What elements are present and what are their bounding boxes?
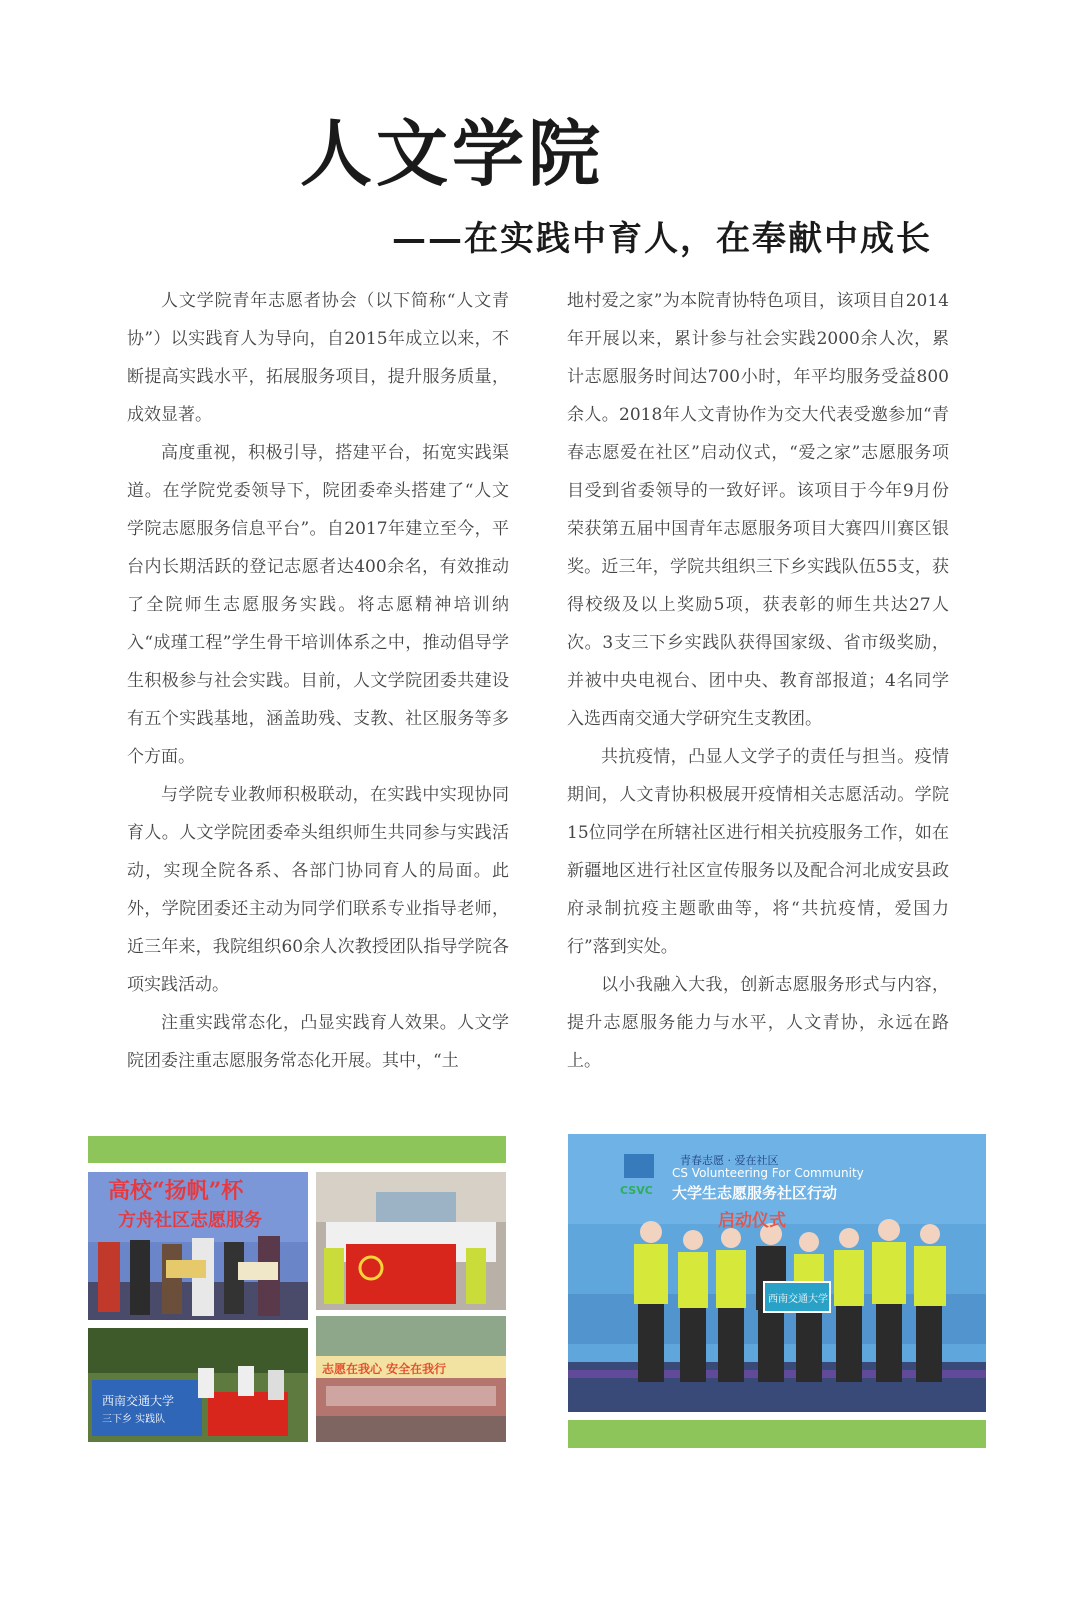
paragraph: 人文学院青年志愿者协会（以下简称“人文青协”）以实践育人为导向，自2015年成立以来，不断提高实践水平，拓展服务项目，提升服务质量，成效显著。 (127, 291, 509, 425)
page-subtitle: ——在实践中育人，在奉献中成长 (392, 219, 932, 259)
page-title: 人文学院 (300, 111, 605, 196)
photo-launch-ceremony (568, 1134, 986, 1412)
paragraph: 注重实践常态化，凸显实践育人效果。人文学院团委注重志愿服务常态化开展。其中，“土 (127, 1013, 509, 1071)
article-left-column (127, 282, 509, 1080)
photo-bottom-bar (568, 1420, 986, 1448)
photo-outdoor-flag (88, 1328, 308, 1442)
article-right-column (567, 282, 949, 1080)
event-ceremony-title: 启动仪式 (718, 1211, 786, 1231)
csvc-logo: CSVC (620, 1184, 653, 1197)
event-english-title: CS Volunteering For Community (672, 1166, 864, 1180)
group-banner-text: 志愿在我心 安全在我行 (322, 1362, 447, 1376)
paragraph: 地村爱之家”为本院青协特色项目，该项目自2014年开展以来，累计参与社会实践2000余人次，累计志愿服务时间达700小时，年平均服务受益800余人。2018年人文青协作为交大代表受邀参加“青春志愿爱在社区”启动仪式，“爱之家”志愿服务项目受到省委领导的一致好评。该项目于今年9月份荣获第五届中国青年志愿服务项目大赛四川赛区银奖。近三年，学院共组织三下乡实践队伍55支，获得校级及以上奖励5项，获表彰的师生共达27人次。3支三下乡实践队获得国家级、省市级奖励，并被中央电视台、团中央、教育部报道；4名同学入选西南交通大学研究生支教团。 (567, 291, 949, 729)
collage-top-bar (88, 1136, 506, 1163)
event-chinese-title: 大学生志愿服务社区行动 (672, 1184, 838, 1202)
photo-stage-award (88, 1172, 308, 1320)
banner-text-mid: 方舟社区志愿服务 (118, 1210, 262, 1231)
blue-flag-subtext: 三下乡 实践队 (102, 1414, 166, 1425)
paragraph: 共抗疫情，凸显人文学子的责任与担当。疫情期间，人文青协积极展开疫情相关志愿活动。学院15位同学在所辖社区进行相关抗疫服务工作，如在新疆地区进行社区宣传服务以及配合河北成安县政府录制抗疫主题歌曲等，将“共抗疫情，爱国力行”落到实处。 (567, 747, 949, 957)
photo-group-banner (316, 1316, 506, 1442)
photo-collage (88, 1172, 506, 1442)
paragraph: 与学院专业教师积极联动，在实践中实现协同育人。人文学院团委牵头组织师生共同参与实践活动，实现全院各系、各部门协同育人的局面。此外，学院团委还主动为同学们联系专业指导老师，近三年来，我院组织60余人次教授团队指导学院各项实践活动。 (127, 785, 509, 995)
event-slogan: 青春志愿 · 爱在社区 (680, 1154, 779, 1167)
banner-text-top: 高校“扬帆”杯 (108, 1178, 244, 1204)
paragraph: 以小我融入大我，创新志愿服务形式与内容，提升志愿服务能力与水平，人文青协，永远在路上。 (567, 975, 949, 1071)
photo-party-flag (316, 1172, 506, 1310)
blue-flag-text: 西南交通大学 (102, 1394, 175, 1408)
school-sign: 西南交通大学 (768, 1294, 828, 1305)
paragraph: 高度重视，积极引导，搭建平台，拓宽实践渠道。在学院党委领导下，院团委牵头搭建了“人文学院志愿服务信息平台”。自2017年建立至今，平台内长期活跃的登记志愿者达400余名，有效推动了全院师生志愿服务实践。将志愿精神培训纳入“成瑾工程”学生骨干培训体系之中，推动倡导学生积极参与社会实践。目前，人文学院团委共建设有五个实践基地，涵盖助残、支教、社区服务等多个方面。 (127, 443, 509, 767)
